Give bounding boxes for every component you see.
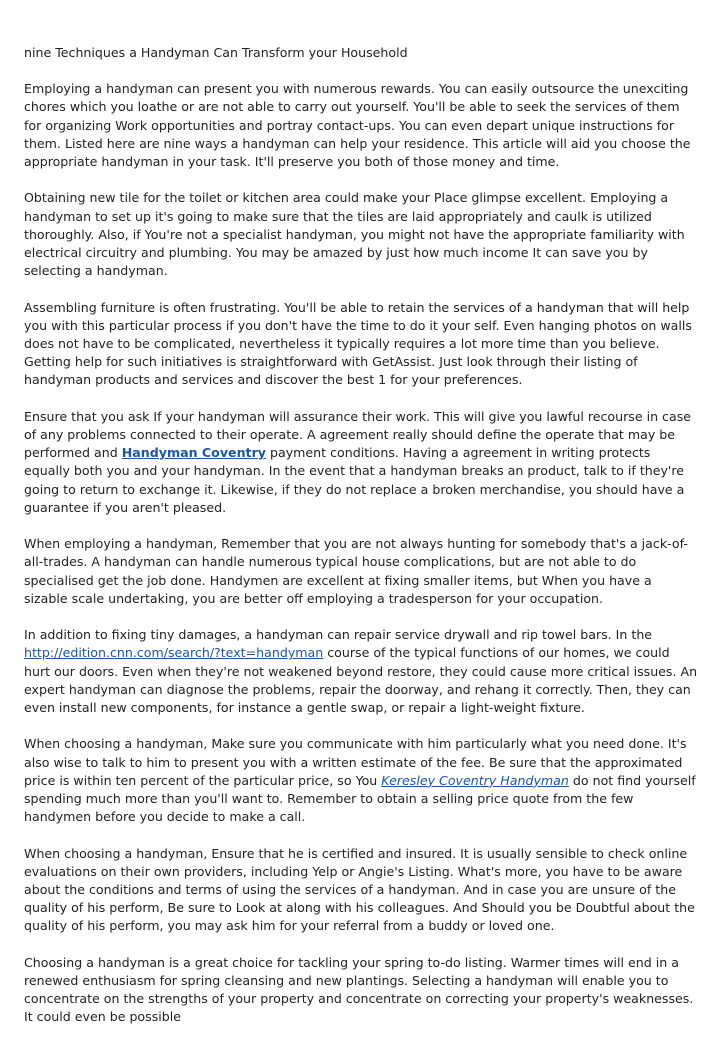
paragraph-7 [24,735,699,826]
paragraph-1: Employing a handyman can present you with numerous rewards. You can easily outsource the unexciting chores which you loathe or are not able to carry out yourself. You'll be able to seek the services of them for organizing Work opportunities and portray contact-ups. You can even depart unique instructions for them. Listed here are nine ways a handyman can help your residence. This article will aid you choose the appropriate handyman in your task. It'll preserve you both of those money and time. [24,81,691,170]
paragraph-4-text-start: Ensure that you ask If your handyman will assurance their work. This will give you lawful recourse in case of any problems connected to their operate. A agreement really should define the operate that may be performed and [24,408,692,461]
cnn-search-link[interactable]: http://edition.cnn.com/search/?text=handyman [24,645,324,661]
handyman-coventry-link[interactable]: Handyman Coventry [121,445,266,461]
paragraph-2: Obtaining new tile for the toilet or kitchen area could make your Place glimpse excellent. Employing a handyman to set up it's going to make sure that the tiles are laid appropriately and caulk is utilized thoroughly. Also, if You're not a specialist handyman, you might not have the appropriate familiarity with electrical circuitry and plumbing. You may be amazed by just how much income It can save you by selecting a handyman. [24,190,685,279]
paragraph-5: When employing a handyman, Remember that you are not always hunting for somebody that's a jack-of-all-trades. A handyman can handle numerous typical house complications, but are not able to do specialised get the job done. Handymen are excellent at fixing smaller items, but When you have a sizable scale undertaking, you are better off employing a tradesperson for your occupation. [24,536,688,606]
paragraph-4 [24,408,699,517]
paragraph-6 [24,626,699,717]
paragraph-6-text-start: In addition to fixing tiny damages, a handyman can repair service drywall and rip towel bars. In the [24,627,653,643]
document-title: nine Techniques a Handyman Can Transform your Household [24,45,408,60]
keresley-coventry-handyman-link[interactable]: Keresley Coventry Handyman [381,772,569,788]
paragraph-6-text-end: course of the typical functions of our homes, we could hurt our doors. Even when they're not weakened beyond restore, they could cause more critical issues. An expert handyman can diagnose the problems, repair the doorway, and rehang it correctly. Then, they can even install new components, for instance a gentle swap, or repair a light-weight fixture. [24,645,698,716]
document-page [24,44,699,1045]
paragraph-9: Choosing a handyman is a great choice for tackling your spring to-do listing. Warmer times will end in a renewed enthusiasm for spring cleansing and new plantings. Selecting a handyman will enable you to concentrate on the strengths of your property and concentrate on correcting your property's weaknesses. It could even be possible [24,954,694,1025]
paragraph-8: When choosing a handyman, Ensure that he is certified and insured. It is usually sensible to check online evaluations on their own providers, including Yelp or Angie's Listing. What's more, you have to be aware about the conditions and terms of using the services of a handyman. And in case you are unsure of the quality of his perform, Be sure to Look at along with his colleagues. And Should you be Doubtful about the quality of his perform, you may ask him for your referral from a buddy or loved one. [24,845,695,934]
paragraph-7-text-end: do not find yourself spending much more than you'll want to. Remember to obtain a selling price quote from the few handymen before you decide to make a call. [24,772,696,825]
paragraph-7-text-start: When choosing a handyman, Make sure you communicate with him particularly what you need done. It's also wise to talk to him to present you with a written estimate of the fee. Be sure that the approximated price is within ten percent of the particular price, so You [24,736,687,788]
paragraph-4-text-end: payment conditions. Having a agreement in writing protects equally both you and your handyman. In the event that a handyman breaks an product, talk to if they're going to return to exchange it. Likewise, if they do not replace a broken merchandise, you should have a guarantee if you aren't pleased. [24,445,685,515]
paragraph-3: Assembling furniture is often frustrating. You'll be able to retain the services of a handyman that will help you with this particular process if you don't have the time to do it your self. Even hanging photos on walls does not have to be complicated, nevertheless it typically requires a lot more time than you believe. Getting help for such initiatives is straightforward with GetAssist. Just look through their listing of handyman products and services and discover the best 1 for your preferences. [24,299,692,388]
